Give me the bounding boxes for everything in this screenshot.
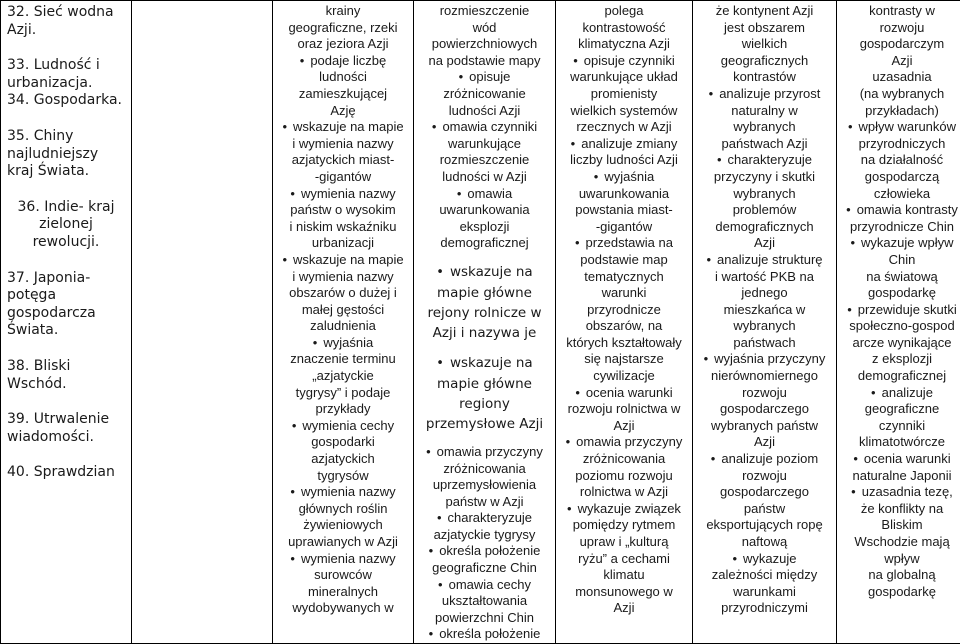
text-line: znaczenie terminu [276, 351, 410, 368]
bullet-item-line: • charakteryzuje [696, 152, 833, 169]
text-line: czynniki [840, 418, 960, 435]
text-line: podstawie map [559, 252, 689, 269]
text-line: państw [696, 501, 833, 518]
text-line: rozwoju rolnictwa w [559, 401, 689, 418]
text-line: państwach Azji [696, 136, 833, 153]
bullet-item-line: • omawia przyczyny [417, 444, 552, 461]
bullet-item-line: • określa położenie [417, 626, 552, 643]
text-line: państw w Azji [417, 494, 552, 511]
topics-cell [1, 1, 132, 644]
text-line: eksplozji [417, 219, 552, 236]
text-line: ludności Azji [417, 103, 552, 120]
topic-34: 34. Gospodarka. [7, 92, 125, 110]
topic-36: 36. Indie- kraj zielonej rewolucji. [7, 199, 125, 252]
text-line: Azji [696, 434, 833, 451]
text-line: Wschodzie mają [840, 534, 960, 551]
text-line: jest obszarem [696, 20, 833, 37]
text-line: uprzemysłowienia [417, 477, 552, 494]
bullet-item-line: • omawia przyczyny [559, 434, 689, 451]
bullet-item-line: • podaje liczbę [276, 53, 410, 70]
text-line: geograficzne [840, 401, 960, 418]
text-line: tematycznych [559, 269, 689, 286]
text-line: powierzchni Chin [417, 610, 552, 627]
text-line: przykładach) [840, 103, 960, 120]
requirements-col-4 [414, 1, 556, 644]
text-line: geograficzne Chin [417, 560, 552, 577]
bullet-item-line: • wskazuje na [417, 353, 552, 374]
bullet-item-line: • analizuje przyrost [696, 86, 833, 103]
bullet-item-line: • omawia czynniki [417, 119, 552, 136]
text-line: polega [559, 3, 689, 20]
text-line: wybranych [696, 119, 833, 136]
text-line: mapie główne [417, 374, 552, 394]
text-line: Chin [840, 252, 960, 269]
text-line: zależności między [696, 567, 833, 584]
text-line: geograficzne, rzeki [276, 20, 410, 37]
spacer [417, 434, 552, 444]
requirements-col-2 [132, 1, 273, 644]
bullet-item-line: • wymienia nazwy [276, 186, 410, 203]
text-line: przyrodniczymi [696, 600, 833, 617]
text-line: rozmieszczenie [417, 152, 552, 169]
text-line: wód [417, 20, 552, 37]
text-line: monsunowego w [559, 584, 689, 601]
topic-39: 39. Utrwalenie wiadomości. [7, 411, 125, 446]
text-line: na światową [840, 269, 960, 286]
text-line: warunkujące układ [559, 69, 689, 86]
bullet-item-line: • wymienia nazwy [276, 551, 410, 568]
text-line: cywilizacje [559, 368, 689, 385]
text-line: Azję [276, 103, 410, 120]
text-line: wybranych [696, 186, 833, 203]
text-line: demograficznej [840, 368, 960, 385]
text-line: problemów [696, 202, 833, 219]
text-line: warunki [559, 285, 689, 302]
text-line: tygrysy” i podaje [276, 385, 410, 402]
text-line: urbanizacji [276, 235, 410, 252]
text-line: rozwoju [696, 468, 833, 485]
text-line: żywieniowych [276, 517, 410, 534]
text-line: oraz jeziora Azji [276, 36, 410, 53]
text-line: (na wybranych [840, 86, 960, 103]
text-line: ludności [276, 69, 410, 86]
text-line: jednego [696, 285, 833, 302]
text-line: kontrasty w [840, 3, 960, 20]
text-line: uzasadnia [840, 69, 960, 86]
topic-37: 37. Japonia- potęga gospodarcza Świata. [7, 270, 125, 340]
bullet-item-line: • omawia kontrasty [840, 202, 960, 219]
text-line: upraw i „kulturą [559, 534, 689, 551]
text-line: wpływ [840, 551, 960, 568]
text-line: i niskim wskaźniku [276, 219, 410, 236]
text-line: nierównomiernego [696, 368, 833, 385]
bullet-item-line: • wyjaśnia [276, 335, 410, 352]
text-line: zamieszkującej [276, 86, 410, 103]
text-line: przykłady [276, 401, 410, 418]
bullet-item-line: • wpływ warunków [840, 119, 960, 136]
text-line: poziomu rozwoju [559, 468, 689, 485]
text-line: uwarunkowania [559, 186, 689, 203]
text-line: surowców [276, 567, 410, 584]
text-line: azjatyckich [276, 451, 410, 468]
text-line: obszarów, na [559, 318, 689, 335]
text-line: Azji [696, 235, 833, 252]
table-row [1, 1, 960, 644]
text-line: „azjatyckie [276, 368, 410, 385]
text-line: kontrastów [696, 69, 833, 86]
text-line: zaludnienia [276, 318, 410, 335]
bullet-item-line: • ocenia warunki [559, 385, 689, 402]
text-line: na działalność [840, 152, 960, 169]
text-line: wielkich systemów [559, 103, 689, 120]
text-line: gospodarczego [696, 401, 833, 418]
text-line: państwach [696, 335, 833, 352]
text-line: rozmieszczenie [417, 3, 552, 20]
text-line: eksportujących ropę [696, 517, 833, 534]
text-line: których kształtowały [559, 335, 689, 352]
text-line: Azji [840, 53, 960, 70]
text-line: Bliskim [840, 517, 960, 534]
requirements-col-7 [837, 1, 960, 644]
bullet-item-line: • omawia cechy [417, 577, 552, 594]
bullet-item-line: • charakteryzuje [417, 510, 552, 527]
bullet-item-line: • określa położenie [417, 543, 552, 560]
text-line: zróżnicowania [417, 461, 552, 478]
bullet-item-line: • analizuje [840, 385, 960, 402]
topic-40: 40. Sprawdzian [7, 464, 125, 482]
text-line: rejony rolnicze w [417, 303, 552, 323]
bullet-item-line: • analizuje zmiany [559, 136, 689, 153]
text-line: państw o wysokim [276, 202, 410, 219]
text-line: zróżnicowanie [417, 86, 552, 103]
text-line: i wymienia nazwy [276, 269, 410, 286]
text-line: promienisty [559, 86, 689, 103]
text-line: rozwoju [696, 385, 833, 402]
text-line: klimatu [559, 567, 689, 584]
bullet-item-line: • opisuje czynniki [559, 53, 689, 70]
text-line: krainy [276, 3, 410, 20]
bullet-item-line: • ocenia warunki [840, 451, 960, 468]
text-line: przyrodniczych [840, 136, 960, 153]
bullet-item-line: • wskazuje na mapie [276, 119, 410, 136]
text-line: powstania miast- [559, 202, 689, 219]
text-line: warunkami [696, 584, 833, 601]
text-line: przyczyny i skutki [696, 169, 833, 186]
text-line: tygrysów [276, 468, 410, 485]
text-line: społeczno-gospod [840, 318, 960, 335]
bullet-item-line: • wymienia cechy [276, 418, 410, 435]
text-line: warunkujące [417, 136, 552, 153]
text-line: wybranych [696, 318, 833, 335]
bullet-item-line: • wymienia nazwy [276, 484, 410, 501]
text-line: ukształtowania [417, 593, 552, 610]
text-line: się najstarsze [559, 351, 689, 368]
text-line: rzecznych w Azji [559, 119, 689, 136]
text-line: powierzchniowych [417, 36, 552, 53]
text-line: przemysłowe Azji [417, 414, 552, 434]
bullet-item-line: • analizuje strukturę [696, 252, 833, 269]
spacer [417, 252, 552, 262]
text-line: na globalną [840, 567, 960, 584]
text-line: liczby ludności Azji [559, 152, 689, 169]
bullet-item-line: • wykazuje związek [559, 501, 689, 518]
text-line: że kontynent Azji [696, 3, 833, 20]
text-line: naturalny w [696, 103, 833, 120]
spacer [417, 343, 552, 353]
text-line: -gigantów [276, 169, 410, 186]
text-line: obszarów o dużej i [276, 285, 410, 302]
topic-35: 35. Chiny najludniejszy kraj Świata. [7, 128, 125, 181]
text-line: ludności w Azji [417, 169, 552, 186]
text-line: mineralnych [276, 584, 410, 601]
text-line: arcze wynikające [840, 335, 960, 352]
text-line: geograficznych [696, 53, 833, 70]
bullet-item-line: • opisuje [417, 69, 552, 86]
text-line: głównych roślin [276, 501, 410, 518]
text-line: regiony [417, 394, 552, 414]
text-line: klimatotwórcze [840, 434, 960, 451]
bullet-item-line: • wyjaśnia [559, 169, 689, 186]
bullet-item-line: • uzasadnia tezę, [840, 484, 960, 501]
text-line: przyrodnicze [559, 302, 689, 319]
text-line: uwarunkowania [417, 202, 552, 219]
text-line: człowieka [840, 186, 960, 203]
bullet-item-line: • analizuje poziom [696, 451, 833, 468]
topic-38: 38. Bliski Wschód. [7, 358, 125, 393]
text-line: klimatyczna Azji [559, 36, 689, 53]
text-line: gospodarczym [840, 36, 960, 53]
bullet-item-line: • wyjaśnia przyczyny [696, 351, 833, 368]
text-line: Azji [559, 418, 689, 435]
topic-32: 32. Sieć wodna Azji. [7, 4, 125, 39]
text-line: i wymienia nazwy [276, 136, 410, 153]
text-line: gospodarczą [840, 169, 960, 186]
bullet-item-line: • przedstawia na [559, 235, 689, 252]
text-line: na podstawie mapy [417, 53, 552, 70]
text-line: demograficznych [696, 219, 833, 236]
bullet-item-line: • przewiduje skutki [840, 302, 960, 319]
text-line: rolnictwa w Azji [559, 484, 689, 501]
text-line: uprawianych w Azji [276, 534, 410, 551]
text-line: ryżu” a cechami [559, 551, 689, 568]
text-line: z eksplozji [840, 351, 960, 368]
text-line: azjatyckich miast- [276, 152, 410, 169]
text-line: rozwoju [840, 20, 960, 37]
bullet-item-line: • wskazuje na [417, 262, 552, 283]
text-line: mieszkańca w [696, 302, 833, 319]
bullet-item-line: • wskazuje na mapie [276, 252, 410, 269]
text-line: kontrastowość [559, 20, 689, 37]
text-line: -gigantów [559, 219, 689, 236]
text-line: gospodarki [276, 434, 410, 451]
text-line: Azji [559, 600, 689, 617]
requirements-col-3 [273, 1, 414, 644]
text-line: azjatyckie tygrysy [417, 527, 552, 544]
bullet-item-line: • omawia [417, 186, 552, 203]
text-line: demograficznej [417, 235, 552, 252]
text-line: naturalne Japonii [840, 468, 960, 485]
bullet-item-line: • wykazuje wpływ [840, 235, 960, 252]
requirements-col-6 [693, 1, 837, 644]
text-line: gospodarczego [696, 484, 833, 501]
text-line: gospodarkę [840, 584, 960, 601]
text-line: wydobywanych w [276, 600, 410, 617]
text-line: wybranych państw [696, 418, 833, 435]
text-line: zróżnicowania [559, 451, 689, 468]
text-line: gospodarkę [840, 285, 960, 302]
text-line: Azji i nazywa je [417, 323, 552, 343]
text-line: i wartość PKB na [696, 269, 833, 286]
text-line: że konflikty na [840, 501, 960, 518]
bullet-item-line: • wykazuje [696, 551, 833, 568]
text-line: naftową [696, 534, 833, 551]
text-line: pomiędzy rytmem [559, 517, 689, 534]
text-line: wielkich [696, 36, 833, 53]
topic-33: 33. Ludność i urbanizacja. [7, 57, 125, 92]
requirements-col-5 [556, 1, 693, 644]
text-line: przyrodnicze Chin [840, 219, 960, 236]
text-line: mapie główne [417, 283, 552, 303]
text-line: małej gęstości [276, 302, 410, 319]
